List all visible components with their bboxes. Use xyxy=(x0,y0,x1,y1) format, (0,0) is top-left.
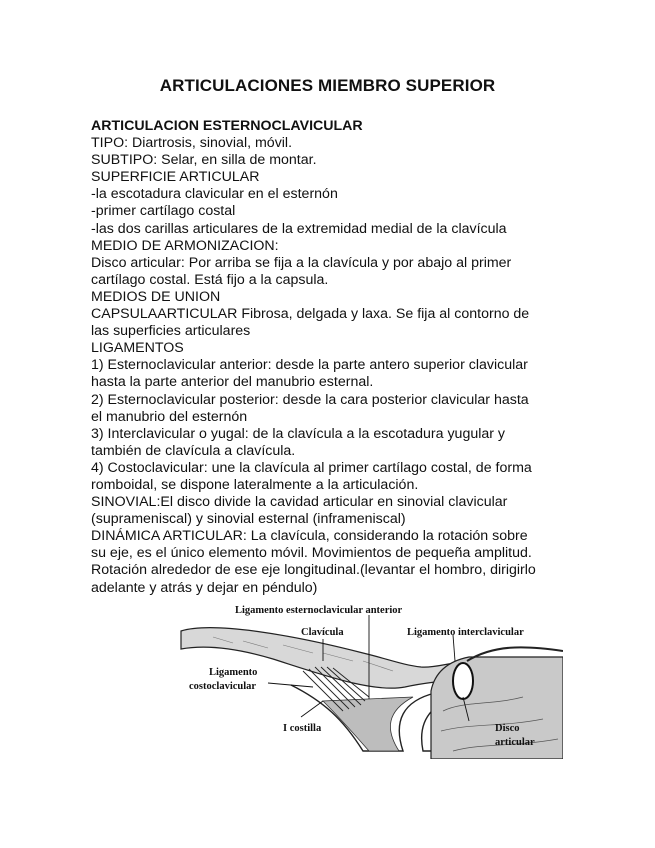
document-body xyxy=(91,118,571,597)
label-ligamento-interclavicular: Ligamento interclavicular xyxy=(407,627,524,638)
text-line: adelante y atrás y dejar en péndulo) xyxy=(91,579,318,596)
sternoclavicular-joint-illustration xyxy=(173,601,563,759)
articular-disc-shape xyxy=(453,663,473,699)
document-title: ARTICULACIONES MIEMBRO SUPERIOR xyxy=(159,76,496,95)
label-costilla: I costilla xyxy=(283,723,322,734)
text-line: Rotación alrededor de ese eje longitudinal.(levantar el hombro, dirigirlo xyxy=(91,562,536,579)
text-line: -la escotadura clavicular en el esternón xyxy=(91,186,338,203)
text-line: hasta la parte anterior del manubrio esternal. xyxy=(91,374,374,391)
text-line: cartílago costal. Está fijo a la capsula. xyxy=(91,271,329,288)
text-line: SUBTIPO: Selar, en silla de montar. xyxy=(91,152,317,169)
text-line: Disco articular: Por arriba se fija a la clavícula y por abajo al primer xyxy=(91,254,512,271)
text-line: 4) Costoclavicular: une la clavícula al primer cartílago costal, de forma xyxy=(91,459,532,476)
label-ligamento-costo-2: costoclavicular xyxy=(189,681,257,692)
label-ligamento-anterior: Ligamento esternoclavicular anterior xyxy=(235,605,403,616)
label-clavicula: Clavícula xyxy=(301,627,344,638)
text-line: también de clavícula a clavícula. xyxy=(91,442,296,459)
text-line: CAPSULAARTICULAR Fibrosa, delgada y laxa. Se fija al contorno de xyxy=(91,306,530,323)
text-line: TIPO: Diartrosis, sinovial, móvil. xyxy=(91,135,293,152)
text-line: 3) Interclavicular o yugal: de la clavícula a la escotadura yugular y xyxy=(91,425,506,442)
label-ligamento-costo-1: Ligamento xyxy=(209,667,258,678)
text-line: 1) Esternoclavicular anterior: desde la parte antero superior clavicular xyxy=(91,357,528,374)
text-line: SINOVIAL:El disco divide la cavidad articular en sinovial clavicular xyxy=(91,494,508,511)
label-disco-2: articular xyxy=(495,737,535,748)
text-line: DINÁMICA ARTICULAR: La clavícula, considerando la rotación sobre xyxy=(91,528,528,545)
text-line: MEDIO DE ARMONIZACION: xyxy=(91,237,279,254)
text-line: LIGAMENTOS xyxy=(91,340,184,357)
section-heading: ARTICULACION ESTERNOCLAVICULAR xyxy=(91,118,363,134)
text-line: SUPERFICIE ARTICULAR xyxy=(91,169,260,186)
label-disco-1: Disco xyxy=(495,723,520,734)
text-line: MEDIOS DE UNION xyxy=(91,288,221,305)
text-line: -las dos carillas articulares de la extremidad medial de la clavícula xyxy=(91,220,507,237)
text-line: -primer cartílago costal xyxy=(91,203,236,220)
text-line: las superficies articulares xyxy=(91,323,251,340)
text-line: (suprameniscal) y sinovial esternal (inframeniscal) xyxy=(91,511,406,528)
text-line: romboidal, se dispone lateralmente a la articulación. xyxy=(91,476,419,493)
text-line: su eje, es el único elemento móvil. Movimientos de pequeña amplitud. xyxy=(91,545,532,562)
text-line: 2) Esternoclavicular posterior: desde la cara posterior clavicular hasta xyxy=(91,391,529,408)
anatomical-figure xyxy=(173,601,563,759)
text-line: el manubrio del esternón xyxy=(91,408,248,425)
